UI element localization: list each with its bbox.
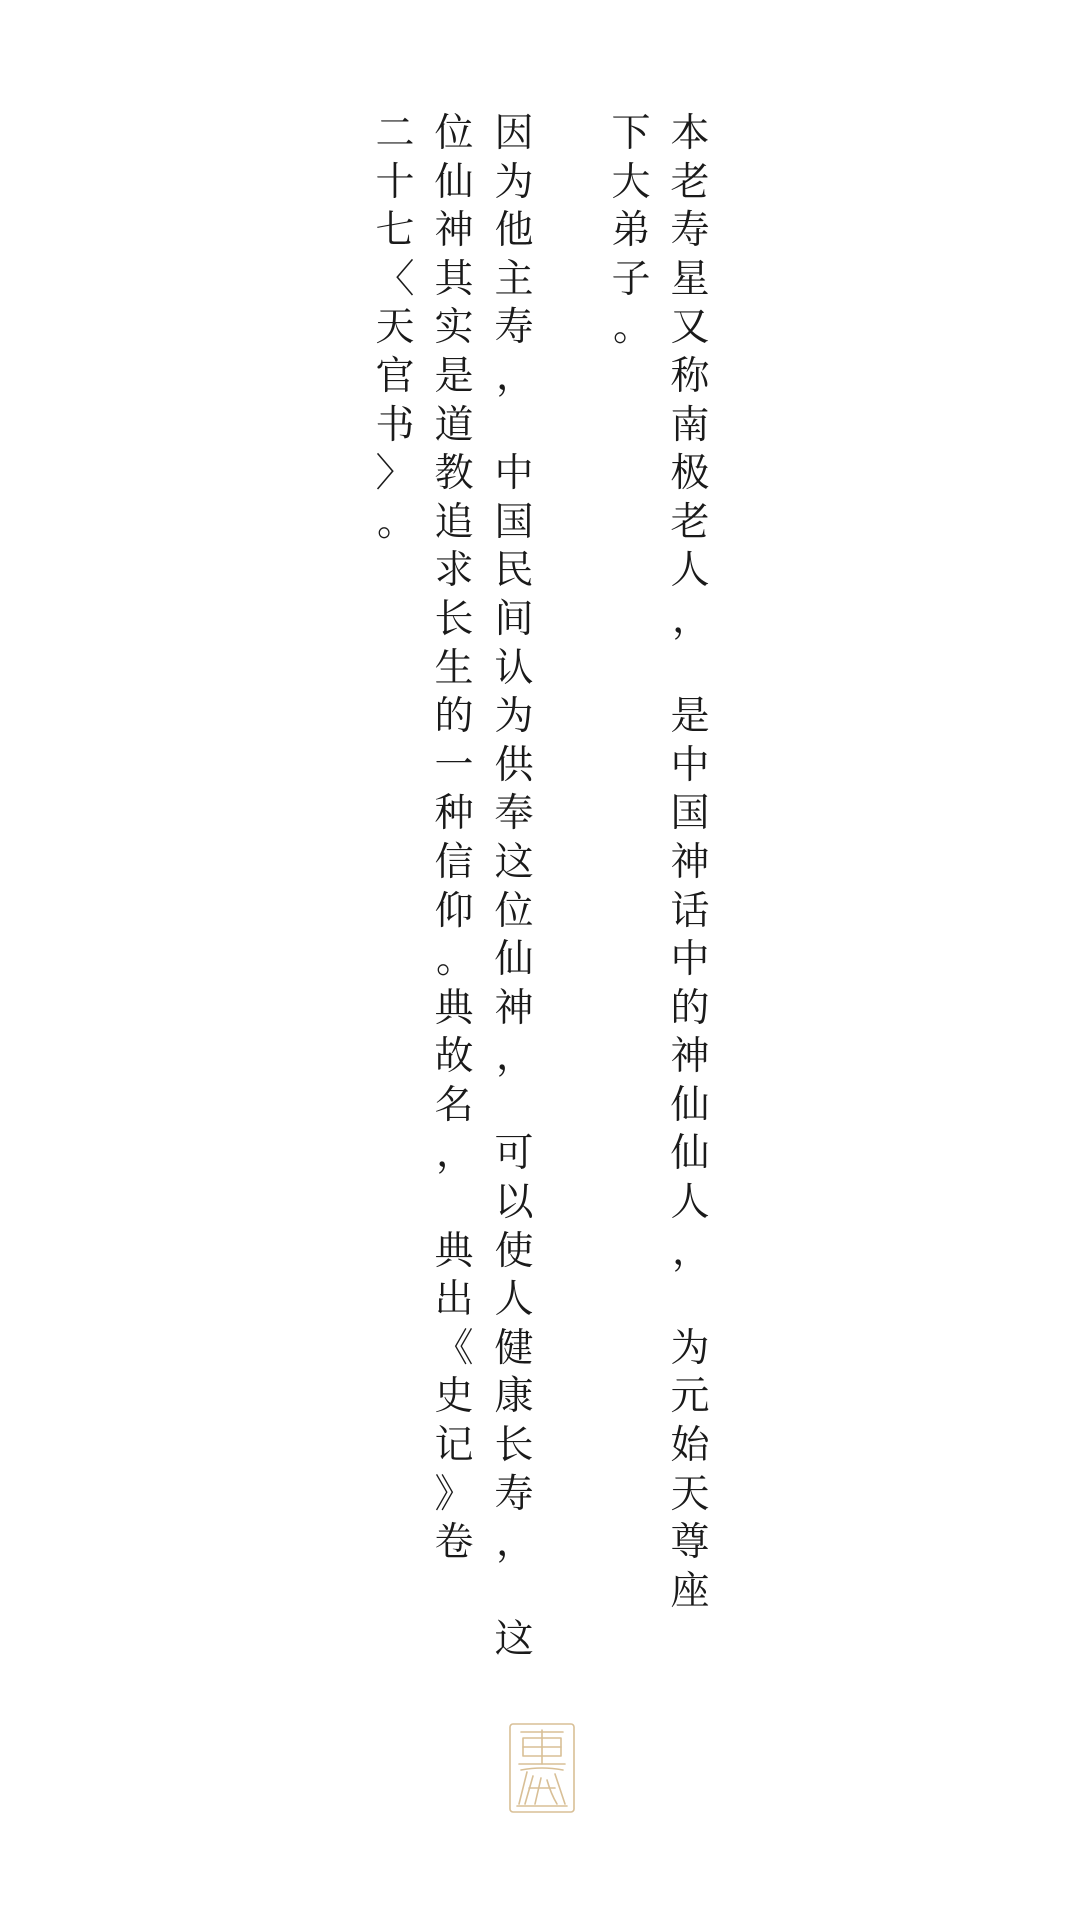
text-glyph: 本 <box>670 111 710 156</box>
text-glyph: 。 <box>613 305 653 351</box>
text-glyph: 一 <box>434 742 474 788</box>
text-glyph: 人 <box>670 548 710 594</box>
text-glyph: 主 <box>494 256 534 302</box>
text-glyph: 国 <box>494 499 534 545</box>
text-glyph: 仙 <box>494 937 534 983</box>
text-glyph <box>666 1276 714 1325</box>
text-glyph <box>490 402 538 451</box>
text-glyph: 神 <box>434 208 474 254</box>
text-glyph: 神 <box>670 1034 710 1080</box>
text-glyph: 书 <box>375 402 415 448</box>
text-glyph: 中 <box>670 742 710 788</box>
text-glyph: 典 <box>434 1228 474 1274</box>
text-glyph: 》 <box>434 1471 474 1517</box>
text-glyph: 种 <box>434 791 474 837</box>
text-glyph: 出 <box>434 1277 474 1323</box>
text-glyph: 座 <box>670 1568 710 1614</box>
text-glyph: ， <box>496 1034 536 1080</box>
text-glyph: 神 <box>670 839 710 885</box>
text-glyph: 认 <box>494 645 534 691</box>
text-glyph: 健 <box>494 1325 534 1371</box>
text-glyph: 仙 <box>670 1131 710 1177</box>
text-glyph: 是 <box>670 694 710 740</box>
text-glyph: 追 <box>434 499 474 545</box>
text-glyph: 为 <box>494 159 534 205</box>
text-glyph: 为 <box>494 694 534 740</box>
text-column-1 <box>666 110 714 1616</box>
text-glyph: 长 <box>434 596 474 642</box>
text-glyph: 南 <box>670 402 710 448</box>
text-glyph: 求 <box>434 548 474 594</box>
text-glyph: 仙 <box>434 159 474 205</box>
text-glyph: 人 <box>670 1180 710 1226</box>
text-glyph: ， <box>672 596 712 642</box>
text-glyph: 星 <box>670 256 710 302</box>
text-glyph: 长 <box>494 1423 534 1469</box>
text-glyph: 实 <box>434 305 474 351</box>
text-glyph <box>666 645 714 694</box>
text-glyph: 始 <box>670 1423 710 1469</box>
text-glyph: 。 <box>377 499 417 545</box>
text-glyph: 可 <box>494 1131 534 1177</box>
text-glyph <box>430 1179 478 1228</box>
text-column-5 <box>371 110 419 547</box>
text-glyph: 弟 <box>611 208 651 254</box>
text-glyph: 供 <box>494 742 534 788</box>
text-glyph: 国 <box>670 791 710 837</box>
text-glyph: 的 <box>434 694 474 740</box>
text-glyph: 位 <box>494 888 534 934</box>
text-glyph: 是 <box>434 353 474 399</box>
text-glyph: 〉 <box>375 451 415 497</box>
text-column-3 <box>490 110 538 1665</box>
text-glyph: 下 <box>611 111 651 156</box>
text-glyph: 神 <box>494 985 534 1031</box>
text-glyph: 因 <box>494 111 534 156</box>
text-glyph: 子 <box>611 256 651 302</box>
text-glyph: 教 <box>434 451 474 497</box>
text-glyph: 极 <box>670 451 710 497</box>
text-glyph: ， <box>496 1520 536 1566</box>
text-glyph: 位 <box>434 111 474 156</box>
text-glyph: 名 <box>434 1082 474 1128</box>
text-glyph: 道 <box>434 402 474 448</box>
text-glyph: 称 <box>670 353 710 399</box>
text-glyph: 。 <box>436 937 476 983</box>
text-glyph: 奉 <box>494 791 534 837</box>
text-glyph: 信 <box>434 839 474 885</box>
text-glyph: 这 <box>494 1617 534 1663</box>
text-glyph: 〈 <box>375 256 415 302</box>
text-glyph: 十 <box>375 159 415 205</box>
text-glyph <box>490 1568 538 1617</box>
text-glyph: 生 <box>434 645 474 691</box>
text-glyph: ， <box>672 1228 712 1274</box>
text-glyph: 二 <box>375 111 415 156</box>
text-column-4 <box>430 110 478 1568</box>
text-glyph: 典 <box>434 985 474 1031</box>
text-glyph: 仙 <box>670 1082 710 1128</box>
text-glyph: 老 <box>670 159 710 205</box>
seal-stamp-icon <box>507 1722 577 1814</box>
text-glyph: 其 <box>434 256 474 302</box>
text-glyph: ， <box>496 353 536 399</box>
text-glyph: 卷 <box>434 1520 474 1566</box>
text-glyph: 大 <box>611 159 651 205</box>
text-glyph: 史 <box>434 1374 474 1420</box>
text-glyph: 民 <box>494 548 534 594</box>
text-glyph: 寿 <box>494 305 534 351</box>
text-glyph: 寿 <box>670 208 710 254</box>
text-glyph: 官 <box>375 353 415 399</box>
text-glyph: 天 <box>375 305 415 351</box>
text-glyph: 这 <box>494 839 534 885</box>
text-glyph: 间 <box>494 596 534 642</box>
text-glyph: 老 <box>670 499 710 545</box>
text-glyph: 他 <box>494 208 534 254</box>
text-glyph: 康 <box>494 1374 534 1420</box>
text-glyph: 仰 <box>434 888 474 934</box>
text-glyph: 尊 <box>670 1520 710 1566</box>
text-column-2 <box>607 110 655 353</box>
text-glyph: 七 <box>375 208 415 254</box>
text-glyph: 天 <box>670 1471 710 1517</box>
text-glyph: 使 <box>494 1228 534 1274</box>
text-glyph: 寿 <box>494 1471 534 1517</box>
text-glyph: 的 <box>670 985 710 1031</box>
text-glyph <box>490 1082 538 1131</box>
text-glyph: 为 <box>670 1325 710 1371</box>
text-glyph: 又 <box>670 305 710 351</box>
text-glyph: 《 <box>434 1325 474 1371</box>
text-glyph: 人 <box>494 1277 534 1323</box>
text-glyph: ， <box>436 1131 476 1177</box>
text-glyph: 记 <box>434 1423 474 1469</box>
text-glyph: 话 <box>670 888 710 934</box>
text-glyph: 中 <box>494 451 534 497</box>
text-glyph: 故 <box>434 1034 474 1080</box>
text-glyph: 以 <box>494 1180 534 1226</box>
text-glyph: 中 <box>670 937 710 983</box>
text-glyph: 元 <box>670 1374 710 1420</box>
